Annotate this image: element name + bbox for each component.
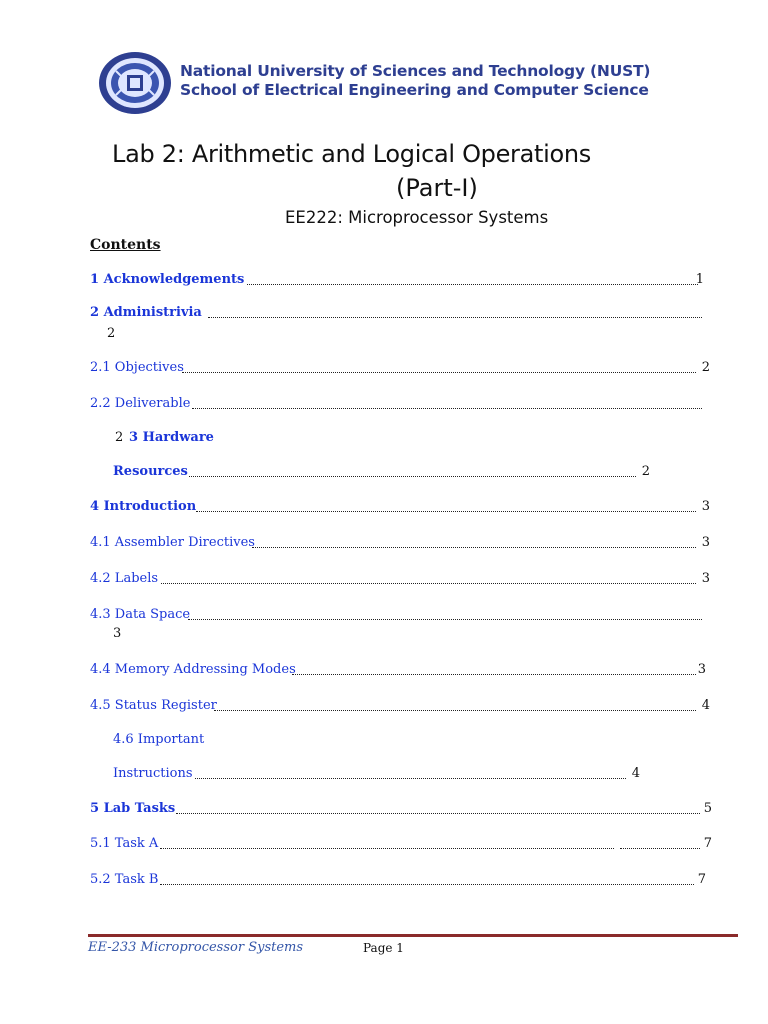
lab-title: Lab 2: Arithmetic and Logical Operations xyxy=(112,140,592,168)
toc-leader xyxy=(161,583,696,584)
toc-leader xyxy=(160,848,614,849)
footer-divider xyxy=(88,934,738,937)
lab-title-part: (Part-I) xyxy=(396,174,478,202)
toc-leader xyxy=(214,710,696,711)
toc-label[interactable]: 4.1 Assembler Directives xyxy=(90,535,255,550)
toc-leader xyxy=(196,511,696,512)
toc-leader xyxy=(292,674,696,675)
contents-heading: Contents xyxy=(90,237,161,253)
toc-page-number: 7 xyxy=(703,836,712,851)
toc-entry-task-a[interactable] xyxy=(90,835,710,853)
toc-entry-hardware[interactable] xyxy=(129,429,329,447)
toc-leader xyxy=(208,317,702,318)
nust-seal-logo xyxy=(98,51,172,115)
school-name: School of Electrical Engineering and Computer Science xyxy=(180,81,649,99)
toc-page-number: 3 xyxy=(701,499,710,514)
toc-entry-administrivia[interactable] xyxy=(90,304,710,322)
toc-entry-memory-addressing-modes[interactable] xyxy=(90,661,710,679)
toc-label[interactable]: Resources xyxy=(113,464,188,479)
toc-page-number: 5 xyxy=(703,801,712,816)
toc-leader xyxy=(188,619,702,620)
toc-label[interactable]: 4.5 Status Register xyxy=(90,698,217,713)
toc-entry-hardware-resources[interactable] xyxy=(113,463,650,481)
toc-label[interactable]: 5 Lab Tasks xyxy=(90,801,176,816)
toc-page-number: 3 xyxy=(701,535,710,550)
toc-entry-deliverable[interactable] xyxy=(90,395,710,413)
toc-page-number: 3 xyxy=(697,662,706,677)
toc-leader xyxy=(195,778,626,779)
toc-label[interactable]: 2.2 Deliverable xyxy=(90,396,191,411)
toc-page-number: 3 xyxy=(113,626,122,641)
toc-page-number: 4 xyxy=(701,698,710,713)
toc-label[interactable]: Instructions xyxy=(113,766,193,781)
toc-entry-status-register[interactable] xyxy=(90,697,710,715)
toc-entry-important[interactable] xyxy=(113,731,313,749)
toc-page-number: 1 xyxy=(695,272,704,287)
toc-leader xyxy=(252,547,696,548)
toc-page-number: 2 xyxy=(641,464,650,479)
toc-leader xyxy=(620,848,700,849)
toc-entry-introduction[interactable] xyxy=(90,498,710,516)
toc-leader xyxy=(247,284,698,285)
toc-leader xyxy=(182,372,696,373)
toc-entry-important-instructions[interactable] xyxy=(113,765,640,783)
university-name: National University of Sciences and Technology (NUST) xyxy=(180,62,651,80)
course-name: EE222: Microprocessor Systems xyxy=(285,208,549,227)
toc-label[interactable]: 3 Hardware xyxy=(129,430,214,445)
toc-label[interactable]: 1 Acknowledgements xyxy=(90,272,245,287)
toc-label[interactable]: 4.6 Important xyxy=(113,732,205,747)
toc-entry-data-space[interactable] xyxy=(90,606,710,624)
toc-label[interactable]: 4 Introduction xyxy=(90,499,197,514)
toc-label[interactable]: 4.2 Labels xyxy=(90,571,159,586)
toc-leader xyxy=(160,884,694,885)
toc-label[interactable]: 2 Administrivia xyxy=(90,305,202,320)
toc-page-number: 3 xyxy=(701,571,710,586)
toc-entry-assembler-directives[interactable] xyxy=(90,534,710,552)
toc-leader xyxy=(189,476,636,477)
toc-entry-labels[interactable] xyxy=(90,570,710,588)
toc-label[interactable]: 4.3 Data Space xyxy=(90,607,191,622)
toc-page-number: 7 xyxy=(697,872,706,887)
toc-page-number: 2 xyxy=(107,326,116,341)
toc-page-number: 2 xyxy=(701,360,710,375)
footer-course: EE-233 Microprocessor Systems xyxy=(88,940,304,955)
toc-entry-objectives[interactable] xyxy=(90,359,710,377)
toc-leader xyxy=(176,813,700,814)
toc-entry-task-b[interactable] xyxy=(90,871,710,889)
toc-entry-lab-tasks[interactable] xyxy=(90,800,710,818)
toc-label[interactable]: 5.1 Task A xyxy=(90,836,159,851)
toc-page-number: 4 xyxy=(631,766,640,781)
footer-page-number: Page 1 xyxy=(363,941,404,955)
toc-label[interactable]: 5.2 Task B xyxy=(90,872,159,887)
toc-label[interactable]: 2.1 Objectives xyxy=(90,360,184,375)
toc-leader xyxy=(192,408,702,409)
toc-label[interactable]: 4.4 Memory Addressing Modes xyxy=(90,662,296,677)
toc-page-number: 2 xyxy=(115,430,124,445)
toc-entry-acknowledgements[interactable] xyxy=(90,271,710,289)
